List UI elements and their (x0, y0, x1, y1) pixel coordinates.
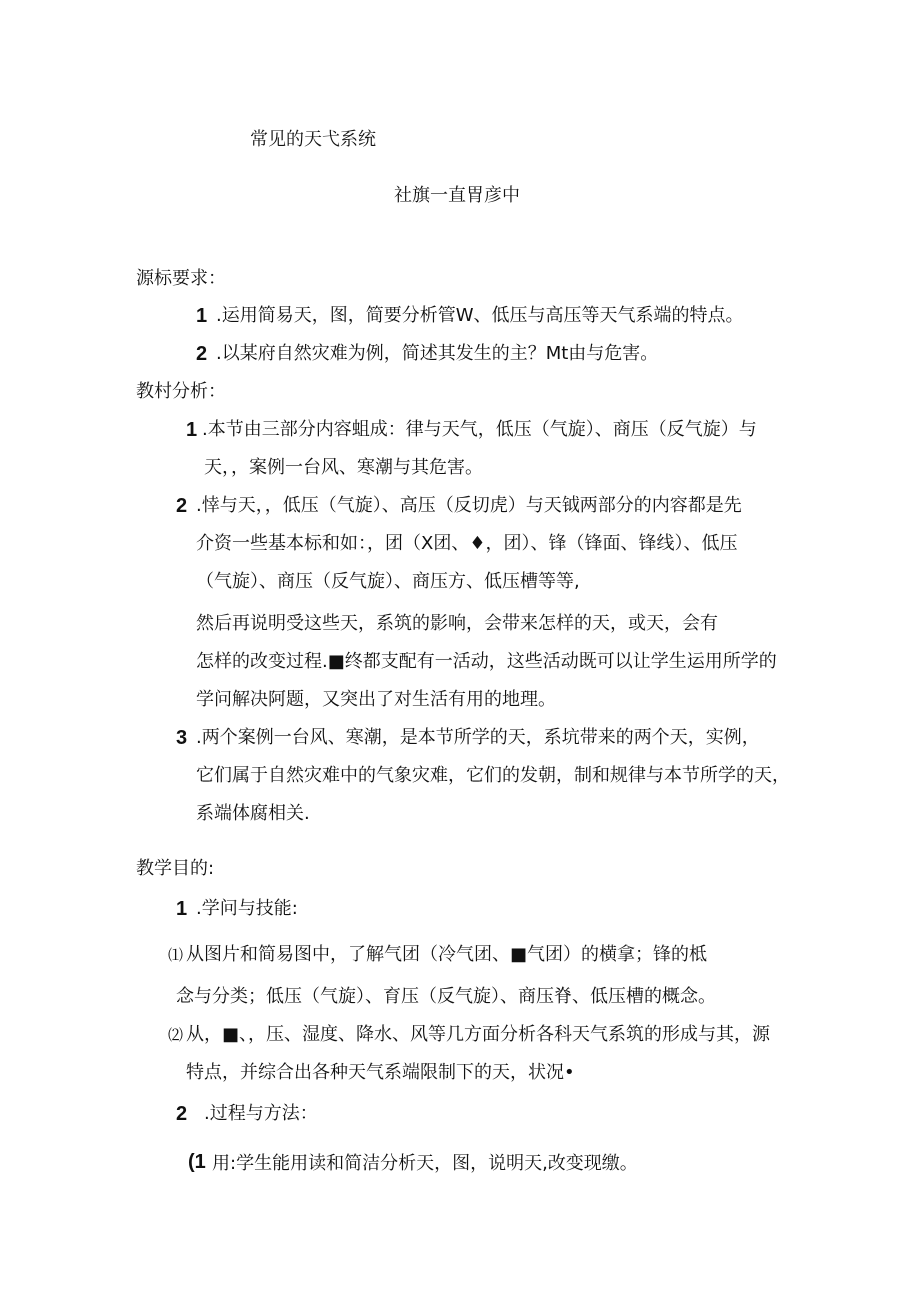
list-item-text: 介资一些基本标和如：，团（X团、♦，团）、锋（锋面、锋线）、低压 (196, 533, 738, 554)
page-subtitle: 社旗一直胃彦中 (394, 185, 520, 206)
list-number: 2 (196, 343, 208, 365)
list-item-text: 怎样的改变过程.■终都支配有一活动，这些活动既可以让学生运用所学的 (196, 651, 777, 672)
list-item-text: 系端体腐相关. (196, 803, 310, 824)
list-item-text: .本节由三部分内容蛆成：律与天气，低压（气旋）、商压（反气旋）与 (202, 419, 757, 440)
list-item-text: .运用简易天，图，简要分析管W、低压与高压等天气系端的特点。 (216, 305, 744, 326)
list-item-text: .学问与技能: (196, 898, 298, 919)
list-item-text: .悻与天，，低压（气旋）、高压（反切虎）与天钺两部分的内容都是先 (196, 495, 742, 516)
list-number: 2 (176, 1103, 188, 1125)
list-item-text: 天，，案例一台风、寒潮与其危害。 (204, 457, 483, 478)
list-item-text: .两个案例一台风、寒潮，是本节所学的天，系坑带来的两个天，实例， (196, 727, 760, 748)
sub-list-text: 从图片和简易图中，了解气团（冷气团、■气团）的横拿；锋的柢 (186, 944, 708, 965)
list-item-text: .以某府自然灾难为例，简述其发生的主？Mt由与危害。 (216, 343, 659, 364)
section-heading-standards: 源标要求： (136, 268, 226, 289)
sub-list-number: ⑴ (168, 946, 184, 964)
list-item-text: 然后再说明受这些天，系筑的影响，会带来怎样的天，或天，会有 (196, 613, 718, 634)
list-item-text: 学问解决阿题，又突出了对生活有用的地理。 (196, 689, 556, 710)
list-item-text: （气旋）、商压（反气旋）、商压方、低压槽等等, (196, 571, 580, 592)
sub-list-text: 从，■、，压、湿度、降水、风等几方面分析各科天气系筑的形成与其，源 (186, 1024, 771, 1045)
page-title: 常见的天弋系统 (250, 129, 376, 150)
sub-list-text: 特点，并综合出各种天气系端限制下的天，状况• (186, 1062, 575, 1083)
section-heading-objectives: 教学目的: (136, 858, 215, 879)
section-heading-analysis: 教村分析： (136, 381, 226, 402)
sub-list-text: 念与分类；低压（气旋）、育压（反气旋）、商压脊、低压槽的概念。 (176, 986, 716, 1007)
list-number: 1 (186, 419, 198, 441)
list-number: 3 (176, 727, 188, 749)
sub-list-text: 用:学生能用读和简洁分析天，图，说明天,改变现缴。 (212, 1153, 638, 1174)
list-number: 2 (176, 495, 188, 517)
sub-list-number: ⑵ (168, 1026, 184, 1044)
sub-list-number: (1 (188, 1151, 206, 1173)
list-item-text: 它们属于自然灾难中的气象灾难，它们的发朝，制和规律与本节所学的天， (196, 765, 790, 786)
list-item-text: .过程与方法： (204, 1103, 318, 1124)
list-number: 1 (176, 898, 188, 920)
list-number: 1 (196, 305, 208, 327)
